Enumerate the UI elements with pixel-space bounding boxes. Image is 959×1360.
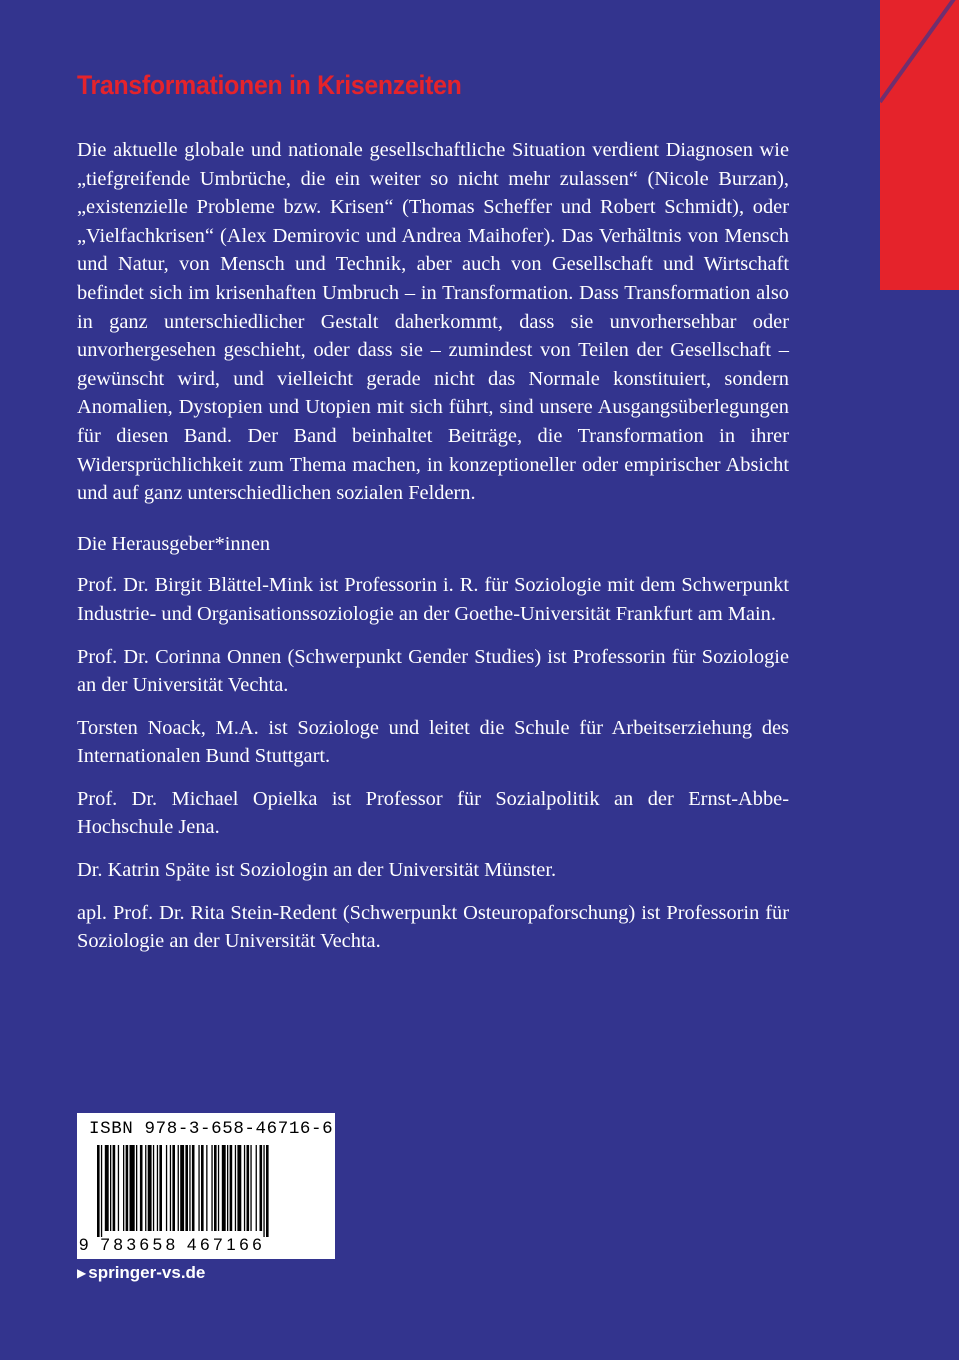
book-title: Transformationen in Krisenzeiten bbox=[77, 70, 462, 100]
barcode-bar bbox=[136, 1145, 137, 1231]
barcode-bar bbox=[247, 1145, 250, 1231]
barcode-bar bbox=[266, 1145, 269, 1237]
publisher-link[interactable] bbox=[77, 1263, 205, 1283]
barcode-bar bbox=[189, 1145, 190, 1231]
barcode-bar bbox=[157, 1145, 158, 1231]
barcode-bar bbox=[97, 1145, 100, 1237]
barcode-bar bbox=[145, 1145, 146, 1231]
barcode-bar bbox=[166, 1145, 167, 1231]
barcode-bar bbox=[227, 1145, 228, 1231]
barcode-bar bbox=[123, 1145, 124, 1231]
barcode-bar bbox=[170, 1145, 171, 1231]
barcode-bar bbox=[113, 1145, 116, 1231]
play-arrow-icon: ▶ bbox=[77, 1266, 87, 1280]
publisher-url: springer-vs.de bbox=[88, 1263, 206, 1282]
barcode-bar bbox=[110, 1145, 111, 1231]
barcode-bar bbox=[159, 1145, 162, 1231]
barcode-bar bbox=[201, 1145, 204, 1231]
editor-bio: Prof. Dr. Corinna Onnen (Schwerpunkt Gender Studies) ist Professorin für Soziologie an der Universität Vechta. bbox=[77, 645, 789, 697]
barcode-bar bbox=[178, 1145, 179, 1231]
barcode-bar bbox=[256, 1145, 257, 1231]
barcode-bar bbox=[214, 1145, 217, 1231]
barcode-bar bbox=[148, 1145, 152, 1231]
barcode-bar bbox=[153, 1145, 154, 1231]
isbn-barcode-box bbox=[77, 1113, 335, 1259]
barcode-bar bbox=[237, 1145, 241, 1231]
diagonal-stripe-icon bbox=[880, 0, 959, 290]
red-accent-band bbox=[880, 0, 959, 290]
editor-bio: Torsten Noack, M.A. ist Soziologe und leitet die Schule für Arbeitserziehung des Internationalen Bund Stuttgart. bbox=[77, 716, 789, 768]
barcode-bar bbox=[172, 1145, 175, 1231]
barcode-bar bbox=[198, 1145, 199, 1231]
barcode-bar bbox=[206, 1145, 207, 1231]
barcode-bar bbox=[260, 1145, 263, 1231]
cover-text bbox=[77, 136, 789, 970]
barcode-bar bbox=[126, 1145, 129, 1231]
barcode-bar bbox=[250, 1145, 251, 1231]
editors-heading: Die Herausgeber*innen bbox=[77, 532, 271, 555]
barcode-bar bbox=[140, 1145, 143, 1231]
barcode-bar bbox=[192, 1145, 195, 1231]
barcode-digits: 9 783658 467166 bbox=[79, 1235, 266, 1254]
barcode-bar bbox=[244, 1145, 245, 1231]
isbn-text: ISBN 978-3-658-46716-6 bbox=[89, 1119, 334, 1139]
barcode-bar bbox=[185, 1145, 188, 1231]
editor-bio: apl. Prof. Dr. Rita Stein-Redent (Schwerpunkt Osteuropaforschung) ist Professorin für Soziologie an der Universität Vechta. bbox=[77, 901, 789, 953]
barcode-bar bbox=[218, 1145, 219, 1231]
barcode-bar bbox=[263, 1145, 264, 1237]
barcode-bar bbox=[105, 1145, 109, 1231]
barcode-bar bbox=[222, 1145, 226, 1231]
barcode-bar bbox=[118, 1145, 119, 1231]
barcode-bar bbox=[211, 1145, 212, 1231]
barcode-icon bbox=[97, 1145, 315, 1237]
intro-paragraph: Die aktuelle globale und nationale gesellschaftliche Situation verdient Diagnosen wie „tiefgreifende Umbrüche, die ein weiter so nicht mehr zulassen“ (Nicole Burzan), „existenzielle Probleme bzw. Krisen“ (Thomas Scheffer und Robert Schmidt), oder „Vielfachkrisen“ (Alex Demirovic und Andrea Maihofer). Das Verhältnis von Mensch und Natur, von Mensch und Technik, aber auch von Gesellschaft und Wirtschaft befindet sich im krisenhaften Umbruch – in Transformation. Dass Transformation also in ganz unterschiedlicher Gestalt daherkommt, dass sie unvorhersehbar oder unvorhergesehen geschieht, oder dass sie – zumindest von Teilen der Gesellschaft – gewünscht wird, und vielleicht gerade nicht das Normale konstituiert, sondern Anomalien, Dystopien und Utopien mit sich führt, sind unsere Ausgangsüberlegungen für diesen Band. Der Band beinhaltet Beiträge, die Transformation in ihrer Widersprüchlichkeit zum Thema machen, in konzeptioneller oder empirischer Absicht und auf ganz unterschiedlichen sozialen Feldern. bbox=[77, 139, 789, 505]
editor-bio: Prof. Dr. Michael Opielka ist Professor für Sozialpolitik an der Ernst-Abbe-Hochschule Jena. bbox=[77, 787, 789, 839]
editor-bio: Dr. Katrin Späte ist Soziologin an der Universität Münster. bbox=[77, 859, 557, 882]
barcode-bar bbox=[101, 1145, 102, 1237]
barcode-bar bbox=[235, 1145, 236, 1231]
editor-bio: Prof. Dr. Birgit Blättel-Mink ist Professorin i. R. für Soziologie mit dem Schwerpunkt Industrie- und Organisationssoziologie an der Goethe-Universität Frankfurt am Main. bbox=[77, 574, 789, 625]
barcode-bar bbox=[230, 1145, 233, 1231]
barcode-bar bbox=[130, 1145, 135, 1231]
barcode-bar bbox=[180, 1145, 184, 1231]
